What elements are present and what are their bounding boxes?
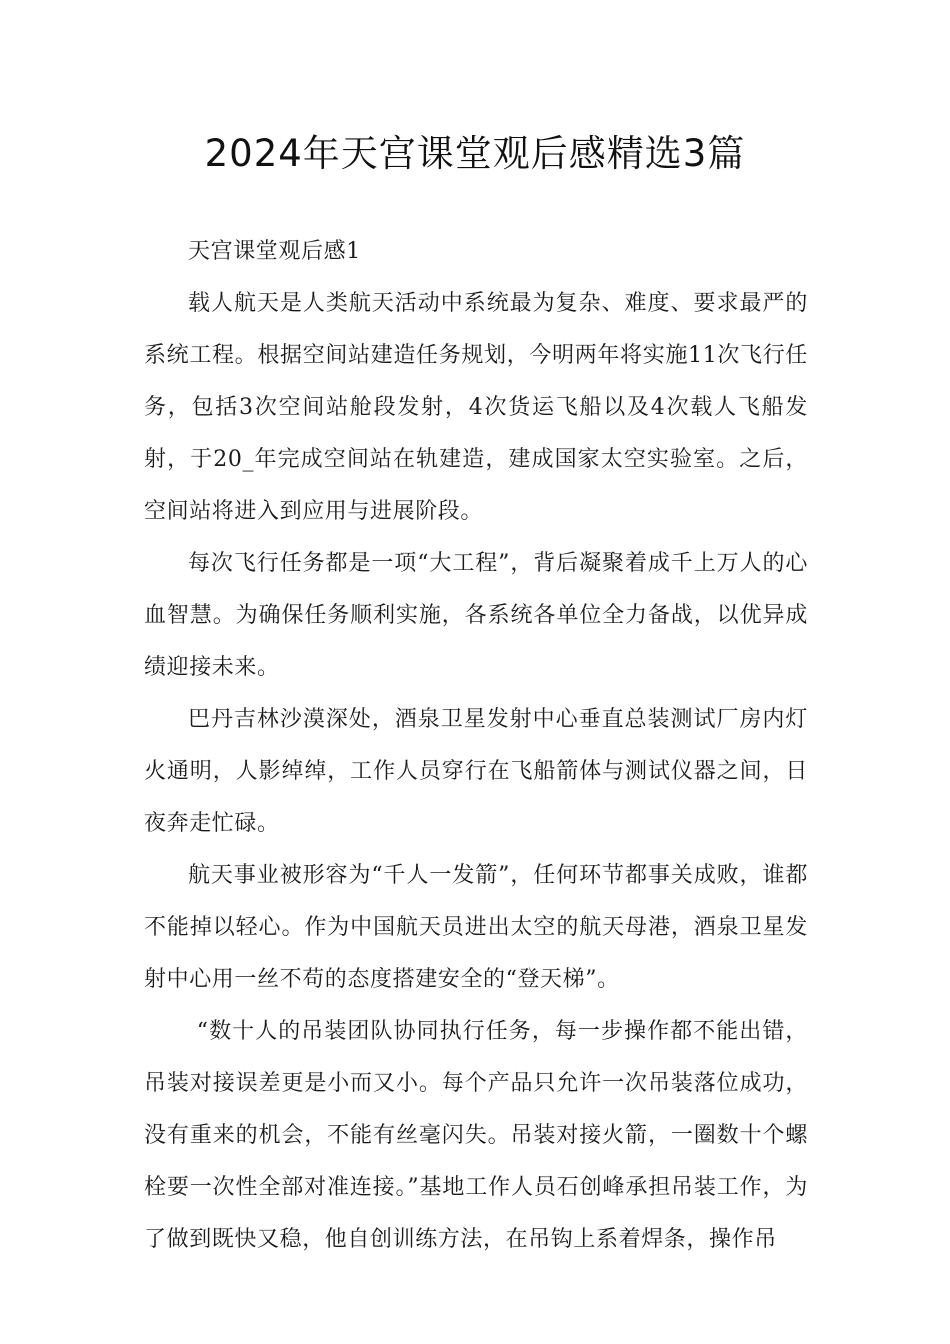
document-body (144, 226, 808, 1266)
paragraph: 载人航天是人类航天活动中系统最为复杂、难度、要求最严的系统工程。根据空间站建造任务规划，今明两年将实施11次飞行任务，包括3次空间站舱段发射，4次货运飞船以及4次载人飞船发射，于20_年完成空间站在轨建造，建成国家太空实验室。之后，空间站将进入到应用与进展阶段。 (144, 291, 808, 524)
paragraph: 每次飞行任务都是一项“大工程”，背后凝聚着成千上万人的心血智慧。为确保任务顺利实施，各系统各单位全力备战，以优异成绩迎接未来。 (144, 551, 808, 680)
paragraph: “数十人的吊装团队协同执行任务，每一步操作都不能出错，吊装对接误差更是小而又小。每个产品只允许一次吊装落位成功，没有重来的机会，不能有丝毫闪失。吊装对接火箭，一圈数十个螺栓要一次性全部对准连接。”基地工作人员石创峰承担吊装工作，为了做到既快又稳，他自创训练方法，在吊钩上系着焊条，操作吊 (144, 1019, 808, 1252)
section-heading: 天宫课堂观后感1 (188, 239, 361, 264)
paragraph: 巴丹吉林沙漠深处，酒泉卫星发射中心垂直总装测试厂房内灯火通明，人影绰绰，工作人员穿行在飞船箭体与测试仪器之间，日夜奔走忙碌。 (144, 707, 808, 836)
document-title: 2024年天宫课堂观后感精选3篇 (204, 132, 746, 175)
paragraph: 航天事业被形容为“千人一发箭”，任何环节都事关成败，谁都不能掉以轻心。作为中国航天员进出太空的航天母港，酒泉卫星发射中心用一丝不苟的态度搭建安全的“登天梯”。 (144, 863, 808, 992)
